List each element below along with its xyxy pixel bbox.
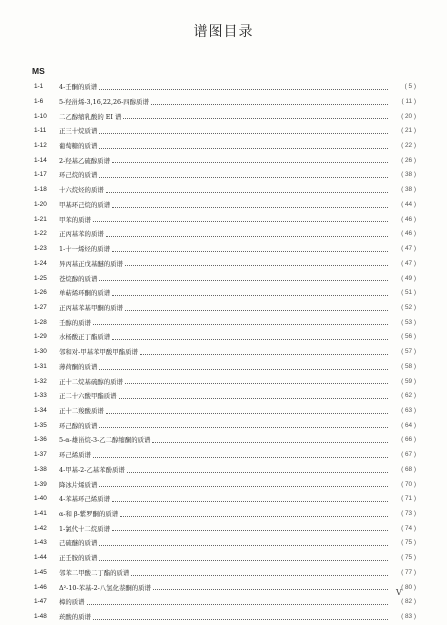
entry-title: 环己烷的质谱: [59, 171, 98, 180]
dot-leader: [153, 588, 388, 590]
entry-number: 1-28: [34, 318, 47, 326]
toc-entry: [34, 227, 416, 242]
dot-leader: [87, 603, 388, 605]
entry-page: ( 49 ): [401, 274, 416, 282]
entry-title: 正丙基苯的质谱: [59, 230, 104, 239]
entry-number: 1-37: [34, 451, 47, 459]
entry-number: 1-27: [34, 303, 47, 311]
toc-entry: [34, 257, 416, 272]
entry-number: 1-29: [34, 333, 47, 341]
entry-title: Δ²-10-苯基-2-八氢化萘酮的质谱: [59, 583, 151, 592]
dot-leader: [112, 161, 388, 163]
entry-page: ( 73 ): [401, 510, 416, 517]
entry-number: 1-24: [34, 259, 47, 267]
entry-number: 1-6: [34, 97, 44, 105]
dot-leader: [131, 574, 388, 576]
entry-page: ( 58 ): [401, 362, 416, 370]
dot-leader: [93, 220, 388, 222]
dot-leader: [106, 412, 388, 414]
entry-number: 1-43: [34, 539, 47, 547]
dot-leader: [99, 559, 388, 561]
dot-leader: [112, 294, 388, 296]
entry-number: 1-17: [34, 171, 47, 179]
entry-page: ( 56 ): [401, 333, 416, 341]
toc-entry: [34, 566, 416, 581]
dot-leader: [99, 544, 388, 546]
entry-page: ( 53 ): [401, 318, 416, 326]
entry-page: ( 26 ): [401, 156, 416, 164]
entry-title: 正十二羧酸质谱: [59, 406, 104, 415]
toc-entry: [34, 477, 416, 492]
toc-entry: [34, 522, 416, 537]
entry-title: 己硫醚的质谱: [59, 539, 98, 548]
entry-title: 正丙基苯基甲酮的质谱: [59, 303, 123, 312]
dot-leader: [106, 235, 388, 237]
entry-title: 正三十烷质谱: [59, 127, 98, 136]
entry-title: 甲基环己烷的质谱: [59, 200, 111, 209]
toc-entry: [34, 301, 416, 316]
dot-leader: [112, 338, 388, 340]
entry-page: ( 11 ): [401, 97, 416, 105]
dot-leader: [93, 323, 388, 325]
entry-page: ( 74 ): [401, 524, 416, 532]
toc-entry: [34, 139, 416, 154]
dot-leader: [112, 206, 388, 208]
toc-entry: [34, 404, 416, 419]
toc-entry: [34, 448, 416, 463]
toc-entry: [34, 242, 416, 257]
entry-page: ( 22 ): [401, 142, 416, 150]
entry-title: 苍烷醇的质谱: [59, 274, 98, 283]
entry-page: ( 67 ): [401, 451, 416, 459]
entry-page: ( 51 ): [401, 289, 416, 297]
toc-entry: [34, 80, 416, 95]
dot-leader: [151, 103, 388, 105]
toc-entry: [34, 389, 416, 404]
entry-page: ( 66 ): [401, 436, 416, 444]
entry-title: 十六烷烃的质谱: [59, 186, 104, 195]
entry-page: ( 52 ): [401, 303, 416, 311]
toc-entry: [34, 124, 416, 139]
toc-entry: [34, 330, 416, 345]
toc-entry: [34, 198, 416, 213]
entry-title: 4-壬酮的质谱: [59, 83, 98, 92]
toc-entry: [34, 536, 416, 551]
entry-title: 5-α-雄甾烷-3-乙二醇缩酮的质谱: [59, 436, 151, 445]
entry-number: 1-12: [34, 142, 47, 150]
toc-entry: [34, 316, 416, 331]
dot-leader: [152, 441, 388, 443]
entry-number: 1-32: [34, 377, 47, 385]
entry-title: 葡萄糖的质谱: [59, 142, 98, 151]
dot-leader: [99, 279, 388, 281]
toc-entry: [34, 551, 416, 566]
entry-number: 1-11: [34, 127, 47, 135]
toc-entry: [34, 374, 416, 389]
entry-number: 1-31: [34, 362, 47, 370]
toc-list: [34, 80, 416, 625]
entry-number: 1-21: [34, 215, 47, 223]
entry-page: ( 68 ): [401, 465, 416, 473]
entry-number: 1-47: [34, 598, 47, 606]
entry-page: ( 5 ): [404, 83, 416, 91]
toc-entry: [34, 212, 416, 227]
entry-number: 1-33: [34, 392, 47, 400]
section-label: MS: [32, 66, 45, 76]
entry-number: 1-26: [34, 289, 47, 297]
entry-page: ( 63 ): [401, 406, 416, 414]
dot-leader: [125, 264, 388, 266]
toc-entry: [34, 433, 416, 448]
dot-leader: [99, 147, 388, 149]
entry-title: 降冰片烯质谱: [59, 480, 98, 489]
entry-title: 4-苯基环己烯质谱: [59, 495, 110, 504]
entry-number: 1-42: [34, 524, 47, 532]
dot-leader: [140, 353, 388, 355]
entry-page: ( 46 ): [401, 215, 416, 223]
page-title: 谱图目录: [193, 24, 254, 40]
toc-entry: [34, 507, 416, 522]
entry-number: 1-34: [34, 406, 47, 414]
entry-page: ( 80 ): [401, 583, 416, 591]
toc-entry: [34, 345, 416, 360]
entry-title: 2-羟基乙硫醇质谱: [59, 156, 110, 165]
toc-entry: [34, 271, 416, 286]
toc-entry: [34, 183, 416, 198]
entry-page: ( 38 ): [401, 186, 416, 194]
entry-title: 邻和对-甲基苯甲酸甲酯质谱: [59, 348, 138, 357]
toc-entry: [34, 610, 416, 625]
entry-number: 1-10: [34, 112, 47, 120]
toc-entry: [34, 595, 416, 610]
entry-number: 1-40: [34, 495, 47, 503]
entry-page: ( 38 ): [401, 171, 416, 179]
entry-page: ( 64 ): [401, 421, 416, 429]
entry-number: 1-23: [34, 245, 47, 253]
entry-title: 单萜烯环酮的质谱: [59, 289, 111, 298]
toc-entry: [34, 580, 416, 595]
entry-page: ( 83 ): [401, 613, 416, 621]
entry-title: 樟的质谱: [59, 598, 85, 607]
entry-page: ( 82 ): [401, 598, 416, 606]
entry-page: ( 21 ): [401, 127, 416, 135]
toc-entry: [34, 154, 416, 169]
toc-entry: [34, 286, 416, 301]
entry-title: 正二十六酸甲酯质谱: [59, 392, 117, 401]
entry-number: 1-48: [34, 613, 47, 621]
entry-number: 1-41: [34, 510, 47, 517]
entry-page: ( 47 ): [401, 259, 416, 267]
entry-title: 4-甲基-2-乙基苯酚质谱: [59, 465, 125, 474]
entry-title: 二乙醇缩乳酸的 EI 谱: [59, 112, 122, 121]
dot-leader: [99, 426, 388, 428]
entry-page: ( 59 ): [401, 377, 416, 385]
entry-number: 1-30: [34, 348, 47, 356]
entry-title: 正十二烷基硫醇的质谱: [59, 377, 123, 386]
entry-title: 环己醇的质谱: [59, 421, 98, 430]
toc-entry: [34, 168, 416, 183]
entry-number: 1-22: [34, 230, 47, 238]
entry-number: 1-38: [34, 465, 47, 473]
entry-title: 环己烯质谱: [59, 451, 91, 460]
entry-number: 1-46: [34, 583, 47, 591]
toc-entry: [34, 360, 416, 375]
entry-number: 1-25: [34, 274, 47, 282]
entry-page: ( 75 ): [401, 539, 416, 547]
entry-number: 1-44: [34, 554, 47, 562]
dot-leader: [112, 500, 388, 502]
dot-leader: [127, 471, 388, 473]
entry-page: ( 70 ): [401, 480, 416, 488]
dot-leader: [99, 485, 388, 487]
entry-number: 1-39: [34, 480, 47, 488]
toc-entry: [34, 419, 416, 434]
entry-number: 1-1: [34, 83, 44, 91]
entry-number: 1-36: [34, 436, 47, 444]
entry-number: 1-14: [34, 156, 47, 164]
entry-title: α-和 β-紫罗酮的质谱: [59, 510, 119, 518]
toc-entry: [34, 95, 416, 110]
entry-title: 壬醇的质谱: [59, 318, 91, 327]
entry-number: 1-20: [34, 200, 47, 208]
dot-leader: [123, 117, 388, 119]
entry-page: ( 44 ): [401, 200, 416, 208]
entry-title: 莰酸的质谱: [59, 613, 91, 622]
entry-title: 5-羟甾烯-3,16,22,26-四醇质谱: [59, 97, 149, 106]
dot-leader: [112, 529, 388, 531]
entry-page: ( 20 ): [401, 112, 416, 120]
entry-number: 1-45: [34, 568, 47, 576]
entry-number: 1-35: [34, 421, 47, 429]
dot-leader: [93, 618, 388, 620]
toc-entry: [34, 463, 416, 478]
dot-leader: [99, 132, 388, 134]
entry-title: 1-氯代十二烷质谱: [59, 524, 110, 533]
entry-page: ( 47 ): [401, 245, 416, 253]
dot-leader: [119, 397, 388, 399]
entry-number: 1-18: [34, 186, 47, 194]
entry-page: ( 62 ): [401, 392, 416, 400]
dot-leader: [120, 515, 388, 517]
entry-page: ( 46 ): [401, 230, 416, 238]
entry-title: 甲苯的质谱: [59, 215, 91, 224]
entry-title: 正壬胺的质谱: [59, 554, 98, 563]
dot-leader: [125, 309, 388, 311]
entry-title: 异丙基正戊基醚的质谱: [59, 259, 123, 268]
entry-page: ( 71 ): [401, 495, 416, 503]
entry-title: 水杨酸正丁酯质谱: [59, 333, 111, 342]
dot-leader: [93, 456, 388, 458]
entry-title: 1-十一烯烃的质谱: [59, 245, 110, 254]
toc-entry: [34, 492, 416, 507]
dot-leader: [99, 368, 388, 370]
entry-title: 薄荷酮的质谱: [59, 362, 98, 371]
toc-entry: [34, 109, 416, 124]
entry-page: ( 75 ): [401, 554, 416, 562]
page-folio: V: [396, 588, 402, 597]
entry-page: ( 77 ): [401, 568, 416, 576]
dot-leader: [125, 382, 388, 384]
dot-leader: [99, 88, 388, 90]
dot-leader: [112, 250, 388, 252]
entry-page: ( 57 ): [401, 348, 416, 356]
dot-leader: [99, 176, 388, 178]
dot-leader: [106, 191, 388, 193]
entry-title: 邻苯二甲酸二丁酯的质谱: [59, 568, 130, 577]
